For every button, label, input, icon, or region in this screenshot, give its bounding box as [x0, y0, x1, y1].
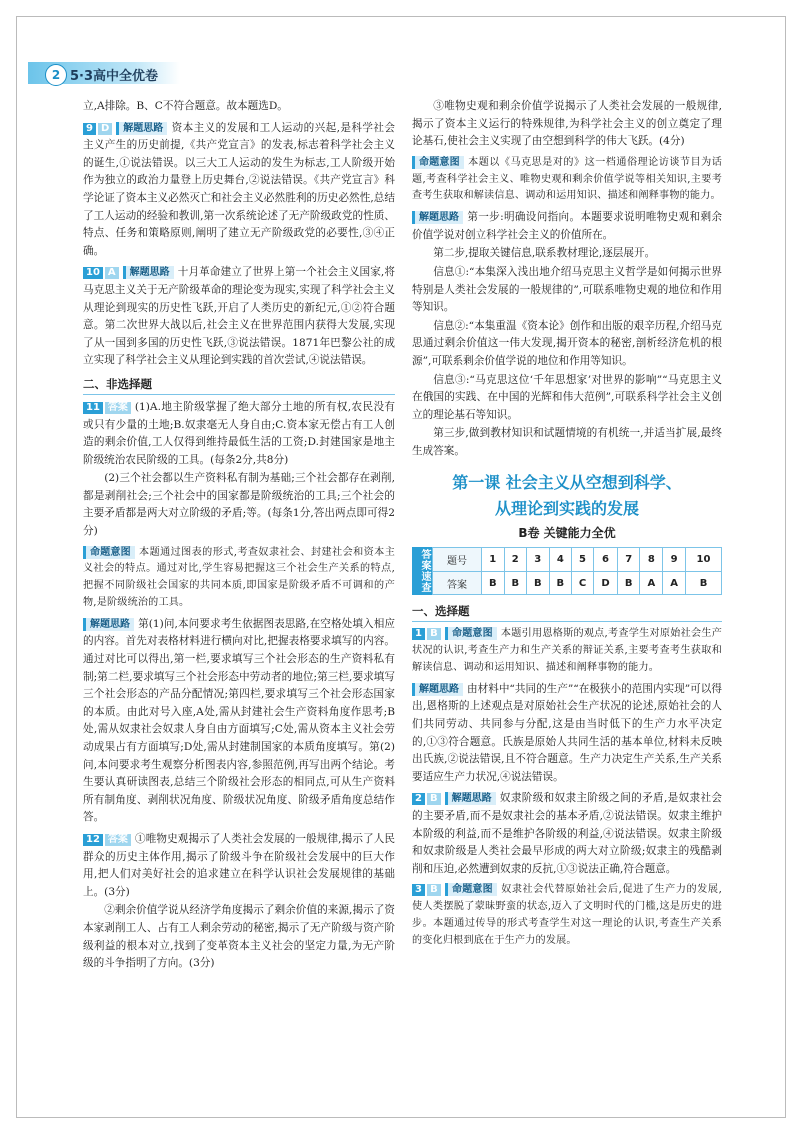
intent-block	[83, 545, 395, 612]
right-column	[412, 98, 722, 951]
idea-text: 由材料中“共同的生产”“在极狭小的范围内实现”可以得出,恩格斯的上述观点是对原始社会生产状况的论述,原始社会的人们共同劳动、共同参与分配,这是由当时低下的生产力水平决定的,①③符合题意。氏族是原始人共同生活的基本单位,材料未反映出氏族,②说法错误,且不符合题意。生产力决定生产关系,生产关系要适应生产力状况,④说法错误。	[412, 682, 722, 783]
intent-block	[412, 155, 722, 205]
section-heading: 一、选择题	[412, 603, 722, 622]
step-paragraph: 第三步,做到教材知识和试题情境的有机统一,并适当扩展,最终生成答案。	[412, 427, 722, 457]
question-number: 9	[83, 123, 96, 135]
lesson-title-line: 第一课 社会主义从空想到科学、	[452, 473, 682, 493]
step-paragraph: 第二步,提取关键信息,联系教材理论,逐层展开。	[433, 247, 656, 260]
question-number-cell: 9	[663, 548, 686, 572]
tag-label: 解题思路	[83, 618, 134, 631]
step-paragraph: 信息③:“马克思这位‘千年思想家’对世界的影响”“马克思主义在俄国的实践、在中国的光辉和伟大范例”,可联系科学社会主义创立的理论基石等知识。	[412, 373, 722, 421]
row-label: 答案	[433, 571, 482, 595]
answer-table-row	[433, 548, 722, 572]
tag-label: 解题思路	[123, 266, 174, 279]
explanation-text: 资本主义的发展和工人运动的兴起,是科学社会主义产生的历史前提,《共产党宣言》的发表,标志着科学社会主义的诞生,①说法错误。以三大工人运动的发生为标志,工人阶级开始作为独立的政治力量登上历史舞台,②说法错误。《共产党宣言》科学论证了资本主义必然灭亡和社会主义必然胜利的历史必然性,总结了工人运动的经验和教训,第一次系统论述了无产阶级政党的性质、特点、任务和策略原则,阐明了建立无产阶级政党的必要性,③④正确。	[83, 121, 395, 257]
question-number-cell: 4	[549, 548, 572, 572]
question-number-cell: 2	[504, 548, 527, 572]
answer-cell: D	[593, 571, 617, 595]
answer-cell: B	[686, 571, 722, 595]
question-number-cell: 3	[527, 548, 550, 572]
answer-cell: B	[482, 571, 505, 595]
paragraph: ③唯物史观和剩余价值学说揭示了人类社会发展的一般规律,揭示了资本主义运行的特殊规律,为科学社会主义的创立奠定了理论基石,使社会主义实现了由空想到科学的伟大飞跃。(4分)	[412, 100, 722, 148]
answer-table-row	[433, 571, 722, 595]
question-answer: D	[98, 123, 112, 135]
tag-label: 解题思路	[412, 211, 463, 224]
question-number-cell: 7	[617, 548, 640, 572]
idea-block	[412, 681, 722, 787]
idea-text: 第(1)问,本问要求考生依据图表思路,在空格处填入相应的内容。首先对表格材料进行横向对比,把握表格要求填写的内容。通过对比可以得出,第一栏,要求填写三个社会形态的生产资料私有制;第二栏,要求填写三个社会形态中劳动者的地位;第三栏,要求填写三个社会形态的产品分配情况;第四栏,要求填写三个社会形态国家的本质。由此对号入座,A处,需从封建社会生产资料角度作思考;B处,需从奴隶社会奴隶人身自由方面填写;C处,需从资本主义社会劳动成果占有方面填写;D处,需从封建制国家的本质角度填写。第(2)问,本问要求考生观察分析图表内容,参照范例,再写出两个结论。考生要认真研读图表,总结三个阶级社会形态的相同点,可从生产资料所有制角度、剥削状况角度、阶级状况角度、阶级矛盾角度总结作答。	[83, 617, 395, 824]
question-9	[83, 120, 395, 261]
explanation-text: 奴隶阶级和奴隶主阶级之间的矛盾,是奴隶社会的主要矛盾,而不是奴隶社会的基本矛盾,②说法错误。奴隶主维护本阶级的利益,而不是维护各阶级的利益,④说法错误。奴隶主阶级和奴隶阶级是人类社会最早形成的两大对立阶级;奴隶主的残酷剥削和压迫,必然遭到奴隶的反抗,①③说法正确,符合题意。	[412, 792, 722, 875]
answer-cell: B	[527, 571, 550, 595]
page-number: 2	[45, 64, 67, 86]
paragraph: (2)三个社会都以生产资料私有制为基础;三个社会都存在剥削,都是剥削社会;三个社会中的国家都是阶级统治的工具;三个社会的主要矛盾都是两大对立阶级的矛盾;等。(每条1分,答出两点即可得2分)	[83, 472, 395, 538]
left-column	[83, 98, 395, 974]
paragraph: ②剩余价值学说从经济学角度揭示了剩余价值的来源,揭示了资本家剥削工人、占有工人剩余劳动的秘密,揭示了无产阶级与资产阶级利益的根本对立,找到了变革资本主义社会的坚定力量,为无产阶级的斗争指明了方向。(3分)	[83, 904, 395, 970]
answer-side-label: 答案速查	[412, 547, 432, 595]
brand-title: 5·3高中全优卷	[70, 69, 159, 84]
question-3	[412, 882, 722, 949]
answer-cell: B	[549, 571, 572, 595]
intent-text: 本题通过图表的形式,考查奴隶社会、封建社会和资本主义社会的特点。通过对比,学生容易把握这三个社会生产关系的特点,把握不同阶级社会国家的共同本质,即国家是阶级矛盾不可调和的产物,是阶级统治的工具。	[83, 546, 395, 609]
question-number: 3	[412, 884, 425, 896]
question-answer: B	[427, 884, 441, 896]
question-number-cell: 1	[482, 548, 505, 572]
idea-block	[83, 616, 395, 827]
question-1	[412, 626, 722, 676]
answer-cell: C	[572, 571, 594, 595]
answer-label: 答案	[105, 402, 131, 414]
question-answer: B	[427, 628, 441, 640]
question-number: 12	[83, 834, 103, 846]
question-answer: A	[105, 267, 119, 279]
tag-label: 解题思路	[445, 792, 496, 805]
answer-text: (1)A.地主阶级掌握了绝大部分土地的所有权,农民没有或只有少量的土地;B.奴隶毫无人身自由;C.资本家无偿占有工人创造的剩余价值,工人仅得到维持最低生活的工资;D.封建国家是地主阶级统治农民阶级的工具。(每条2分,共8分)	[83, 400, 395, 466]
tag-label: 命题意图	[445, 883, 497, 896]
intent-text: 本题引用恩格斯的观点,考查学生对原始社会生产状况的认识,考查生产力和生产关系的辩证关系,主要考查考生获取和解读信息、调动和运用知识、描述和阐释事物的能力。	[412, 628, 722, 674]
answer-cell: B	[617, 571, 640, 595]
question-number-cell: 8	[640, 548, 663, 572]
question-number: 11	[83, 402, 103, 414]
question-number: 10	[83, 267, 103, 279]
tag-label: 命题意图	[412, 156, 464, 169]
question-number-cell: 5	[572, 548, 594, 572]
answer-cell: B	[504, 571, 527, 595]
intent-text: 奴隶社会代替原始社会后,促进了生产力的发展,使人类摆脱了蒙昧野蛮的状态,迈入了文明时代的门槛,这是历史的进步。本题通过传导的形式考查学生对这一理论的认识,考查生产关系的变化归根到底在于生产力的发展。	[412, 884, 722, 946]
answer-table	[432, 547, 722, 595]
idea-text: 第一步:明确设问指向。本题要求说明唯物史观和剩余价值学说对创立科学社会主义的价值所在。	[412, 211, 722, 241]
step-paragraph: 信息①:“本集深入浅出地介绍马克思主义哲学是如何揭示世界特别是人类社会发展的一般规律的”,可联系唯物史观的地位和作用等知识。	[412, 265, 722, 314]
paragraph: 立,A排除。B、C不符合题意。故本题选D。	[83, 100, 288, 112]
tag-label: 命题意图	[445, 627, 497, 640]
question-number: 1	[412, 628, 425, 640]
lesson-title-line: 从理论到实践的发展	[494, 499, 639, 519]
section-heading: 二、非选择题	[83, 376, 395, 395]
answer-text: ①唯物史观揭示了人类社会发展的一般规律,揭示了人民群众的历史主体作用,揭示了阶级斗争在阶级社会发展中的巨大作用,把人们对美好社会的追求建立在科学认识社会发展规律的基础上。(3分)	[83, 832, 395, 898]
question-12	[83, 831, 395, 901]
step-paragraph: 信息②:“本集重温《资本论》创作和出版的艰辛历程,介绍马克思通过剩余价值这一伟大发现,揭开资本的秘密,剖析经济危机的根源”,可联系剩余价值学说的地位和作用等知识。	[412, 319, 722, 367]
question-answer: B	[427, 793, 441, 805]
intent-text: 本题以《马克思是对的》这一档通俗理论访谈节目为话题,考查科学社会主义、唯物史观和剩余价值学说等相关知识,主要考查考生获取和解读信息、调动和运用知识、描述和阐释事物的能力。	[412, 156, 722, 202]
question-2	[412, 790, 722, 878]
volume-title: B卷 关键能力全优	[518, 526, 616, 541]
answer-label: 答案	[105, 834, 131, 846]
question-number-cell: 10	[686, 548, 722, 572]
answer-quick-check	[412, 547, 722, 595]
question-10	[83, 264, 395, 370]
answer-cell: A	[663, 571, 686, 595]
answer-cell: A	[640, 571, 663, 595]
question-11	[83, 399, 395, 469]
question-number-cell: 6	[593, 548, 617, 572]
question-number: 2	[412, 793, 425, 805]
tag-label: 解题思路	[412, 683, 463, 696]
tag-label: 解题思路	[116, 122, 167, 135]
idea-block	[412, 209, 722, 244]
tag-label: 命题意图	[83, 546, 135, 559]
explanation-text: 十月革命建立了世界上第一个社会主义国家,将马克思主义关于无产阶级革命的理论变为现实,实现了科学社会主义从理论到现实的历史性飞跃,开启了人类历史的新纪元,①②符合题意。第二次世界大战以后,社会主义在世界范围内获得大发展,实现了从一国到多国的历史性飞跃,③说法错误。1871年巴黎公社的成立实现了科学社会主义从理论到实践的首次尝试,④说法错误。	[83, 266, 395, 367]
row-label: 题号	[433, 548, 482, 572]
lesson-title	[412, 470, 722, 522]
